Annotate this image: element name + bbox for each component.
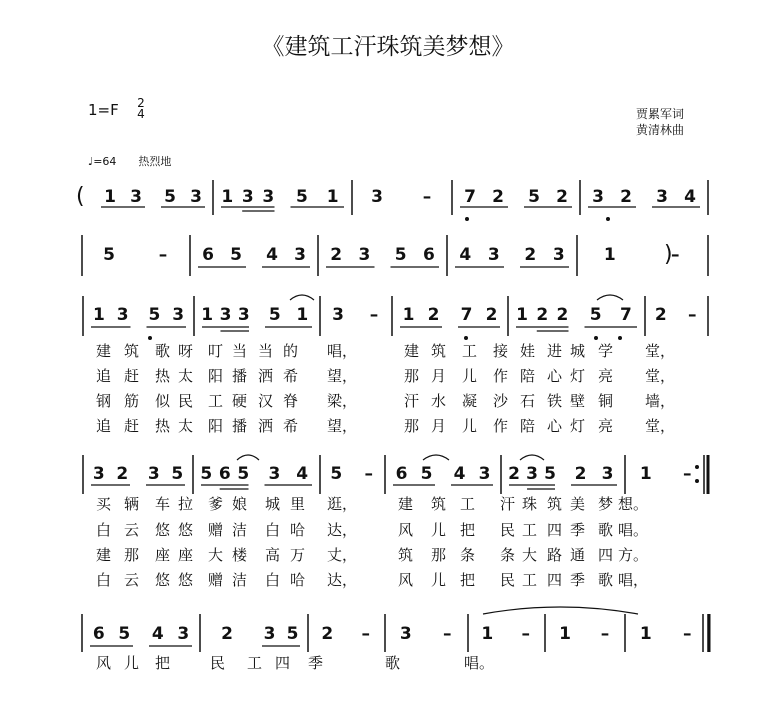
lyric-syllable: 买 <box>96 495 112 513</box>
lyric-syllable: 播 <box>232 367 248 385</box>
note: 4 <box>453 464 466 484</box>
lyric-syllable: 陪 <box>520 367 536 385</box>
note: – <box>683 464 692 484</box>
note: – <box>369 305 379 325</box>
repeat-dot <box>695 479 699 483</box>
lyric-syllable: 陪 <box>520 417 536 435</box>
lyric-syllable: 灯 <box>570 367 586 385</box>
lyric-syllable: 热 <box>155 367 171 385</box>
note: 6 <box>218 464 231 484</box>
note: 3 <box>478 464 491 484</box>
note: 3 <box>116 305 129 325</box>
note: 3 <box>172 305 185 325</box>
note: 3 <box>592 187 604 207</box>
lyric-syllable: 四 <box>598 546 614 564</box>
note: 4 <box>684 187 696 207</box>
lyric-syllable: 希 <box>283 417 299 435</box>
lyric-syllable: 歌 <box>385 654 401 672</box>
lyric-syllable: 赶 <box>124 417 140 435</box>
note: 5 <box>394 245 407 265</box>
note: 1 <box>201 305 214 325</box>
lyric-syllable: 爹 <box>208 495 224 513</box>
lyric-syllable: 那 <box>431 546 447 564</box>
note: 1 <box>516 305 528 325</box>
note: 5 <box>148 305 161 325</box>
lyric-syllable: 工 <box>208 392 224 410</box>
lyric-syllable: 民 <box>210 654 226 672</box>
lyric-syllable: 哈 <box>290 571 306 589</box>
note: 3 <box>656 187 668 207</box>
note: 1 <box>639 624 652 644</box>
lyric-syllable: 楼 <box>232 546 248 564</box>
lyric-syllable: 座 <box>178 546 194 564</box>
page-title: 《建筑工汗珠筑美梦想》 <box>261 34 515 60</box>
lyric-syllable: 作 <box>493 367 509 385</box>
lyric-syllable: 似 <box>155 392 171 410</box>
lyric-syllable: 汗 <box>404 392 420 410</box>
note: 2 <box>116 464 129 484</box>
lyric-syllable: 四 <box>547 521 563 539</box>
lyric-syllable: 路 <box>547 546 563 564</box>
note: 2 <box>556 187 568 207</box>
lyric-syllable: 城 <box>265 495 281 513</box>
lyric-syllable: 进 <box>547 342 563 360</box>
tie <box>483 607 638 614</box>
note: 3 <box>552 245 565 265</box>
lyric-syllable: 季 <box>570 571 586 589</box>
lyric-syllable: 追 <box>96 367 112 385</box>
note: 3 <box>190 187 202 207</box>
lyric-syllable: 筑 <box>398 546 414 564</box>
lyric-syllable: 歌 <box>598 521 614 539</box>
note: 1 <box>221 187 234 207</box>
note: 1 <box>603 245 616 265</box>
note: 1 <box>296 305 309 325</box>
lyric-syllable: 悠 <box>155 571 171 589</box>
lyric-syllable: 凝 <box>462 392 478 410</box>
lyric-syllable: 丈， <box>327 546 358 564</box>
note: 3 <box>92 464 105 484</box>
note: 7 <box>619 305 632 325</box>
lyric-syllable: 白 <box>265 521 281 539</box>
repeat-dot <box>695 465 699 469</box>
lyric-syllable: 月 <box>431 367 447 385</box>
lyric-syllable: 四 <box>547 571 563 589</box>
note: – <box>521 624 530 644</box>
lyric-syllable: 堂， <box>645 417 676 435</box>
lyric-syllable: 那 <box>404 417 420 435</box>
lyric-syllable: 赶 <box>124 367 140 385</box>
note: 5 <box>171 464 184 484</box>
note: 1 <box>639 464 652 484</box>
lyric-syllable: 堂， <box>645 342 676 360</box>
lyric-syllable: 车 <box>155 495 171 513</box>
lyric-syllable: 当 <box>258 342 274 360</box>
lyric-syllable: 风 <box>96 654 112 672</box>
lyric-syllable: 当 <box>232 342 248 360</box>
note: – <box>688 305 697 325</box>
lyric-syllable: 洒 <box>258 367 274 385</box>
note: 5 <box>268 305 281 325</box>
lyric-syllable: 的 <box>283 342 299 360</box>
lyric-syllable: 沙 <box>493 392 509 410</box>
lyric-syllable: 大 <box>208 546 224 564</box>
note: 3 <box>487 245 500 265</box>
note: – <box>361 624 370 644</box>
lyric-syllable: 洒 <box>258 417 274 435</box>
note: 2 <box>524 245 537 265</box>
lyric-syllable: 脊 <box>283 392 299 410</box>
lyric-syllable: 悠 <box>178 521 194 539</box>
note: 3 <box>237 305 250 325</box>
lyric-syllable: 热 <box>155 417 171 435</box>
lyric-syllable: 条 <box>500 546 516 564</box>
lyric-syllable: 珠 <box>522 495 538 513</box>
lyric-syllable: 钢 <box>96 392 112 410</box>
lyric-syllable: 座 <box>155 546 171 564</box>
lyric-syllable: 民 <box>500 571 516 589</box>
lyric-syllable: 太 <box>178 367 194 385</box>
note: 4 <box>459 245 472 265</box>
note: 3 <box>147 464 160 484</box>
note: 3 <box>294 245 306 265</box>
note: – <box>671 245 680 265</box>
note: – <box>683 624 692 644</box>
note: 1 <box>326 187 339 207</box>
low-octave-dot <box>464 336 468 340</box>
lyric-syllable: 城 <box>570 342 586 360</box>
lyric-syllable: 壁 <box>570 392 586 410</box>
note: 3 <box>601 464 614 484</box>
lyric-syllable: 唱， <box>327 342 358 360</box>
lyric-syllable: 把 <box>460 571 476 589</box>
low-octave-dot <box>594 336 598 340</box>
lyric-syllable: 工 <box>462 342 478 360</box>
lyric-syllable: 云 <box>124 571 140 589</box>
lyric-syllable: 灯 <box>570 417 586 435</box>
lyric-syllable: 筋 <box>124 392 140 410</box>
note: 2 <box>492 187 504 207</box>
lyric-syllable: 心 <box>547 367 563 385</box>
lyric-syllable: 望， <box>327 367 358 385</box>
lyric-syllable: 儿 <box>431 571 447 589</box>
note: 1 <box>559 624 571 644</box>
key-signature: 1=F <box>88 101 119 119</box>
note: 3 <box>268 464 281 484</box>
note: 5 <box>200 464 213 484</box>
note: 2 <box>654 305 667 325</box>
note: 5 <box>230 245 242 265</box>
lyric-syllable: 那 <box>404 367 420 385</box>
note: 2 <box>620 187 632 207</box>
note: 5 <box>330 464 343 484</box>
lyric-syllable: 汗 <box>500 495 516 513</box>
lyric-syllable: 工 <box>460 495 476 513</box>
expression: 热烈地 <box>138 155 172 168</box>
lyric-syllable: 播 <box>232 417 248 435</box>
low-octave-dot <box>465 217 469 221</box>
lyric-syllable: 汉 <box>258 392 274 410</box>
lyric-syllable: 达， <box>327 521 358 539</box>
note: 3 <box>371 187 383 207</box>
lyric-syllable: 洁 <box>232 521 248 539</box>
note: 4 <box>266 245 278 265</box>
lyric-syllable: 季 <box>570 521 586 539</box>
lyric-syllable: 娃 <box>520 342 536 360</box>
lyric-syllable: 唱。 <box>464 654 495 672</box>
lyric-syllable: 亮 <box>598 417 614 435</box>
note: 5 <box>544 464 556 484</box>
lyric-syllable: 白 <box>96 571 112 589</box>
note: 6 <box>202 245 214 265</box>
lyric-syllable: 铜 <box>598 392 614 410</box>
note: 6 <box>395 464 408 484</box>
tie <box>597 295 623 300</box>
intro-close-paren: ) <box>664 242 673 267</box>
lyric-syllable: 工 <box>522 521 538 539</box>
lyric-syllable: 月 <box>431 417 447 435</box>
lyric-syllable: 民 <box>500 521 516 539</box>
lyric-syllable: 赠 <box>208 571 224 589</box>
note: 5 <box>103 245 115 265</box>
lyric-syllable: 建 <box>404 342 420 360</box>
note: 5 <box>528 187 540 207</box>
note: – <box>443 624 452 644</box>
tie <box>290 295 314 300</box>
lyric-syllable: 那 <box>124 546 140 564</box>
lyric-syllable: 民 <box>178 392 194 410</box>
note: 3 <box>263 624 276 644</box>
lyric-syllable: 梁， <box>327 392 358 410</box>
note: 7 <box>464 187 476 207</box>
lyric-syllable: 接 <box>493 342 509 360</box>
low-octave-dot <box>618 336 622 340</box>
lyric-syllable: 悠 <box>155 521 171 539</box>
lyric-syllable: 悠 <box>178 571 194 589</box>
low-octave-dot <box>148 336 152 340</box>
note: 5 <box>589 305 602 325</box>
lyric-syllable: 唱， <box>618 571 649 589</box>
note: 3 <box>332 305 344 325</box>
lyric-syllable: 望， <box>327 417 358 435</box>
lyric-syllable: 达， <box>327 571 358 589</box>
note: 6 <box>422 245 435 265</box>
note: 2 <box>221 624 233 644</box>
note: 5 <box>237 464 250 484</box>
lyric-syllable: 水 <box>431 392 447 410</box>
lyric-syllable: 太 <box>178 417 194 435</box>
lyric-syllable: 儿 <box>462 417 478 435</box>
lyric-syllable: 白 <box>265 571 281 589</box>
lyric-syllable: 建 <box>96 342 112 360</box>
lyric-syllable: 石 <box>520 392 536 410</box>
lyric-syllable: 亮 <box>598 367 614 385</box>
note: 3 <box>262 187 275 207</box>
lyric-syllable: 铁 <box>547 392 563 410</box>
note: 4 <box>296 464 309 484</box>
lyric-syllable: 高 <box>265 546 281 564</box>
lyric-syllable: 建 <box>96 546 112 564</box>
lyric-syllable: 硬 <box>232 392 248 410</box>
note: 6 <box>92 624 105 644</box>
lyric-syllable: 想。 <box>618 495 649 513</box>
note: 2 <box>427 305 440 325</box>
lyric-syllable: 把 <box>155 654 171 672</box>
lyric-syllable: 工 <box>522 571 538 589</box>
note: 3 <box>399 624 412 644</box>
time-sig-top: 2 <box>137 96 145 110</box>
note: – <box>422 187 432 207</box>
lyric-syllable: 工 <box>247 654 263 672</box>
lyric-syllable: 筑 <box>431 495 447 513</box>
intro-open-paren: ( <box>76 184 85 209</box>
note: 2 <box>330 245 343 265</box>
note: 1 <box>402 305 415 325</box>
note: 2 <box>485 305 498 325</box>
lyric-syllable: 筑 <box>547 495 563 513</box>
lyric-syllable: 希 <box>283 367 299 385</box>
lyric-syllable: 风 <box>398 571 414 589</box>
note: 3 <box>241 187 254 207</box>
lyric-syllable: 堂， <box>645 367 676 385</box>
lyric-syllable: 通 <box>570 546 586 564</box>
note: 1 <box>92 305 105 325</box>
lyric-syllable: 墙， <box>645 392 676 410</box>
lyric-syllable: 拉 <box>178 495 194 513</box>
note: 2 <box>556 305 569 325</box>
tie <box>423 455 449 460</box>
low-octave-dot <box>606 217 610 221</box>
lyric-syllable: 儿 <box>431 521 447 539</box>
time-sig-bottom: 4 <box>137 107 145 121</box>
lyric-syllable: 四 <box>275 654 291 672</box>
note: 3 <box>219 305 232 325</box>
lyric-syllable: 万 <box>290 546 306 564</box>
lyricist: 贾累军词 <box>636 107 685 121</box>
note: – <box>158 245 168 265</box>
lyric-syllable: 作 <box>493 417 509 435</box>
lyric-syllable: 辆 <box>124 495 140 513</box>
lyric-syllable: 阳 <box>208 417 224 435</box>
composer: 黄清林曲 <box>636 123 685 137</box>
lyric-syllable: 把 <box>460 521 476 539</box>
lyric-syllable: 洁 <box>232 571 248 589</box>
tie <box>237 455 259 460</box>
lyric-syllable: 娘 <box>232 495 248 513</box>
note: 5 <box>286 624 299 644</box>
lyric-syllable: 儿 <box>124 654 140 672</box>
lyric-syllable: 里 <box>290 495 306 513</box>
lyric-syllable: 建 <box>398 495 414 513</box>
note: – <box>364 464 373 484</box>
note: 3 <box>177 624 190 644</box>
lyric-syllable: 叮 <box>208 342 224 360</box>
lyric-syllable: 歌 <box>598 571 614 589</box>
lyric-syllable: 条 <box>460 546 476 564</box>
lyric-syllable: 方。 <box>618 546 649 564</box>
lyric-syllable: 呀 <box>178 342 194 360</box>
note: 2 <box>508 464 520 484</box>
lyric-syllable: 赠 <box>208 521 224 539</box>
note: 2 <box>574 464 587 484</box>
note: 5 <box>420 464 433 484</box>
lyric-syllable: 心 <box>547 417 563 435</box>
note: 5 <box>295 187 308 207</box>
lyric-syllable: 儿 <box>462 367 478 385</box>
note: 1 <box>104 187 116 207</box>
lyric-syllable: 追 <box>96 417 112 435</box>
lyric-syllable: 歌 <box>155 342 171 360</box>
tempo: ♩=64 <box>88 155 117 168</box>
lyric-syllable: 阳 <box>208 367 224 385</box>
lyric-syllable: 学 <box>598 342 614 360</box>
lyric-syllable: 美 <box>570 495 586 513</box>
lyric-syllable: 云 <box>124 521 140 539</box>
lyric-syllable: 唱。 <box>618 521 649 539</box>
lyric-syllable: 风 <box>398 521 414 539</box>
lyric-syllable: 梦 <box>598 495 614 513</box>
note: 7 <box>460 305 473 325</box>
note: 2 <box>536 305 549 325</box>
note: 5 <box>118 624 131 644</box>
lyric-syllable: 逛， <box>327 495 358 513</box>
note: 5 <box>164 187 176 207</box>
lyric-syllable: 筑 <box>124 342 140 360</box>
note: 2 <box>321 624 334 644</box>
note: 3 <box>130 187 142 207</box>
note: 1 <box>481 624 494 644</box>
lyric-syllable: 大 <box>522 546 538 564</box>
lyric-syllable: 白 <box>96 521 112 539</box>
note: 3 <box>358 245 371 265</box>
note: 4 <box>151 624 164 644</box>
lyric-syllable: 哈 <box>290 521 306 539</box>
lyric-syllable: 筑 <box>431 342 447 360</box>
note: 3 <box>526 464 538 484</box>
tie <box>520 455 544 460</box>
note: – <box>600 624 610 644</box>
lyric-syllable: 季 <box>308 654 324 672</box>
